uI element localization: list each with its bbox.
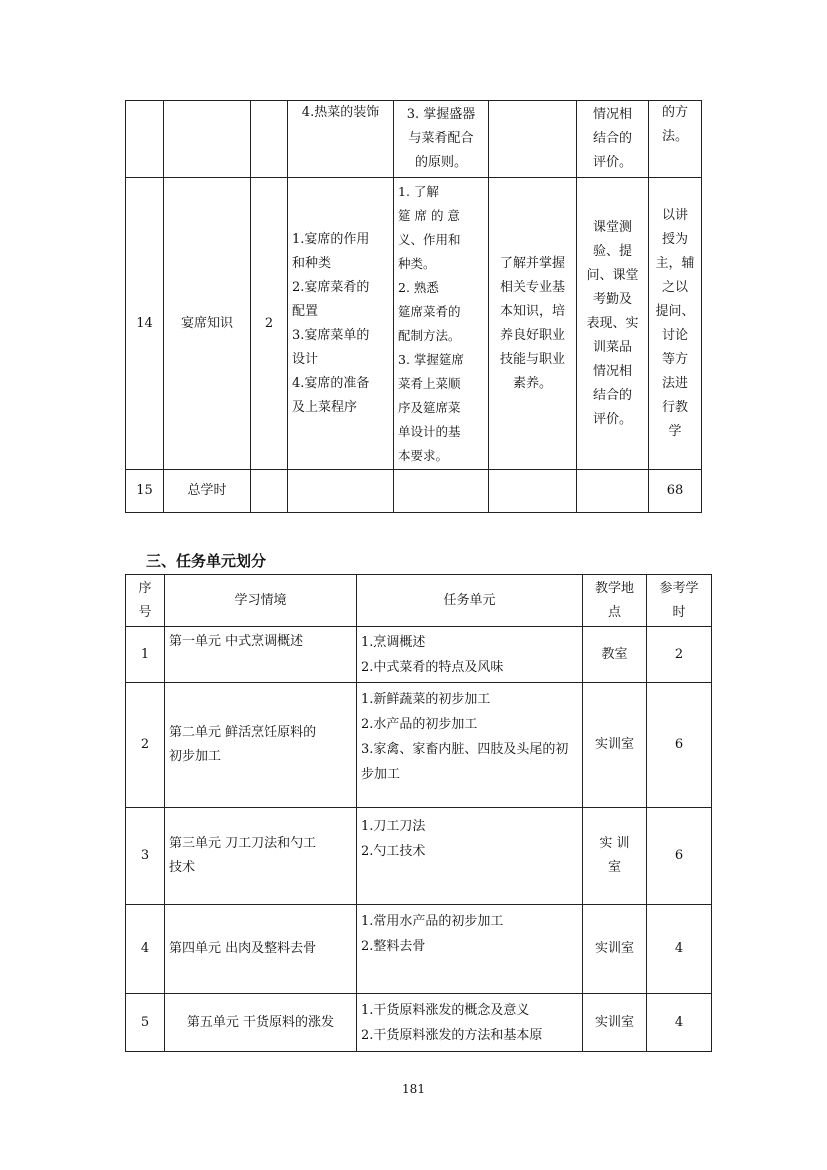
table-row xyxy=(126,994,712,1052)
course-table-continued xyxy=(125,100,702,513)
page-number: 181 xyxy=(402,1082,425,1096)
cell-content: 1.宴席的作用 和种类 2.宴席菜肴的 配置 3.宴席菜单的 设计 4.宴席的准备 及上菜程序 xyxy=(288,178,394,470)
cell-situation: 第二单元 鲜活烹饪原料的 初步加工 xyxy=(165,683,357,808)
task-item: 2.整料去骨 xyxy=(361,939,426,954)
table-row xyxy=(126,683,712,808)
table-row xyxy=(126,178,702,470)
cell-place: 实训室 xyxy=(583,994,647,1052)
header-situation: 学习情境 xyxy=(165,575,357,627)
cell-requirement: 3. 掌握盛器 与菜肴配合 的原则。 xyxy=(394,101,489,178)
task-item: 2.干货原料涨发的方法和基本原 xyxy=(361,1027,543,1043)
task-item: 3.家禽、家畜内脏、四肢及头尾的初步加工 xyxy=(361,742,569,782)
header-no: 序 号 xyxy=(126,575,165,627)
cell-teaching: 以讲 授为 主，辅 之以 提问、 讨论 等方 法进 行教 学 xyxy=(649,178,702,470)
cell-hours: 6 xyxy=(647,808,712,905)
cell-tasks xyxy=(357,683,583,808)
section-title: 三、任务单元划分 xyxy=(146,552,267,570)
header-hours: 参考学 时 xyxy=(647,575,712,627)
cell-tasks xyxy=(357,994,583,1052)
cell-hours: 4 xyxy=(647,905,712,994)
cell-tasks xyxy=(357,627,583,683)
cell-situation: 第四单元 出肉及整料去骨 xyxy=(165,905,357,994)
cell-teaching: 的方 法。 xyxy=(649,101,702,178)
cell-topic: 总学时 xyxy=(164,470,251,513)
cell-no: 14 xyxy=(126,178,164,470)
cell-requirement: 1. 了解 筵 席 的 意 义、作用和 种类。 2. 熟悉 筵席菜肴的 配制方法。 3. 掌握筵席 菜肴上菜顺 序及筵席菜 单设计的基 本要求。 xyxy=(394,178,489,470)
cell-assessment: 情况相 结合的 评价。 xyxy=(577,101,649,178)
table-header-row xyxy=(126,575,712,627)
cell-no: 3 xyxy=(126,808,165,905)
task-item: 1.常用水产品的初步加工 xyxy=(361,914,504,929)
table-row xyxy=(126,101,702,178)
task-item: 1.干货原料涨发的概念及意义 xyxy=(361,1002,530,1018)
table-row xyxy=(126,627,712,683)
cell-situation: 第五单元 干货原料的涨发 xyxy=(165,994,357,1052)
task-item: 1.刀工刀法 xyxy=(361,819,426,834)
cell-place: 实训室 xyxy=(583,905,647,994)
task-item: 2.水产品的初步加工 xyxy=(361,717,478,732)
cell-no: 2 xyxy=(126,683,165,808)
cell-goal: 了解并掌握 相关专业基 本知识，培 养良好职业 技能与职业 素养。 xyxy=(489,178,577,470)
cell-topic: 宴席知识 xyxy=(164,178,251,470)
task-item: 1.烹调概述 xyxy=(361,634,426,650)
cell-hours: 4 xyxy=(647,994,712,1052)
task-item: 1.新鲜蔬菜的初步加工 xyxy=(361,692,491,707)
task-unit-table xyxy=(125,574,712,1052)
cell-place: 实训室 xyxy=(583,683,647,808)
cell-total-hours: 68 xyxy=(649,470,702,513)
cell-hours: 2 xyxy=(251,178,288,470)
cell-hours: 6 xyxy=(647,683,712,808)
task-item: 2.中式菜肴的特点及风味 xyxy=(361,659,504,675)
cell-hours: 2 xyxy=(647,627,712,683)
table-row xyxy=(126,905,712,994)
table-row xyxy=(126,470,702,513)
cell-tasks xyxy=(357,905,583,994)
cell-no: 15 xyxy=(126,470,164,513)
cell-tasks xyxy=(357,808,583,905)
cell-situation: 第三单元 刀工刀法和勺工 技术 xyxy=(165,808,357,905)
header-place: 教学地 点 xyxy=(583,575,647,627)
cell-no: 4 xyxy=(126,905,165,994)
task-item: 2.勺工技术 xyxy=(361,844,426,859)
header-tasks: 任务单元 xyxy=(357,575,583,627)
cell-content: 4.热菜的装饰 xyxy=(288,101,394,178)
cell-place: 实 训 室 xyxy=(583,808,647,905)
cell-no: 1 xyxy=(126,627,165,683)
cell-no: 5 xyxy=(126,994,165,1052)
table-row xyxy=(126,808,712,905)
cell-place: 教室 xyxy=(583,627,647,683)
cell-situation: 第一单元 中式烹调概述 xyxy=(165,627,357,683)
cell-assessment: 课堂测 验、提 问、课堂 考勤及 表现、实 训菜品 情况相 结合的 评价。 xyxy=(577,178,649,470)
